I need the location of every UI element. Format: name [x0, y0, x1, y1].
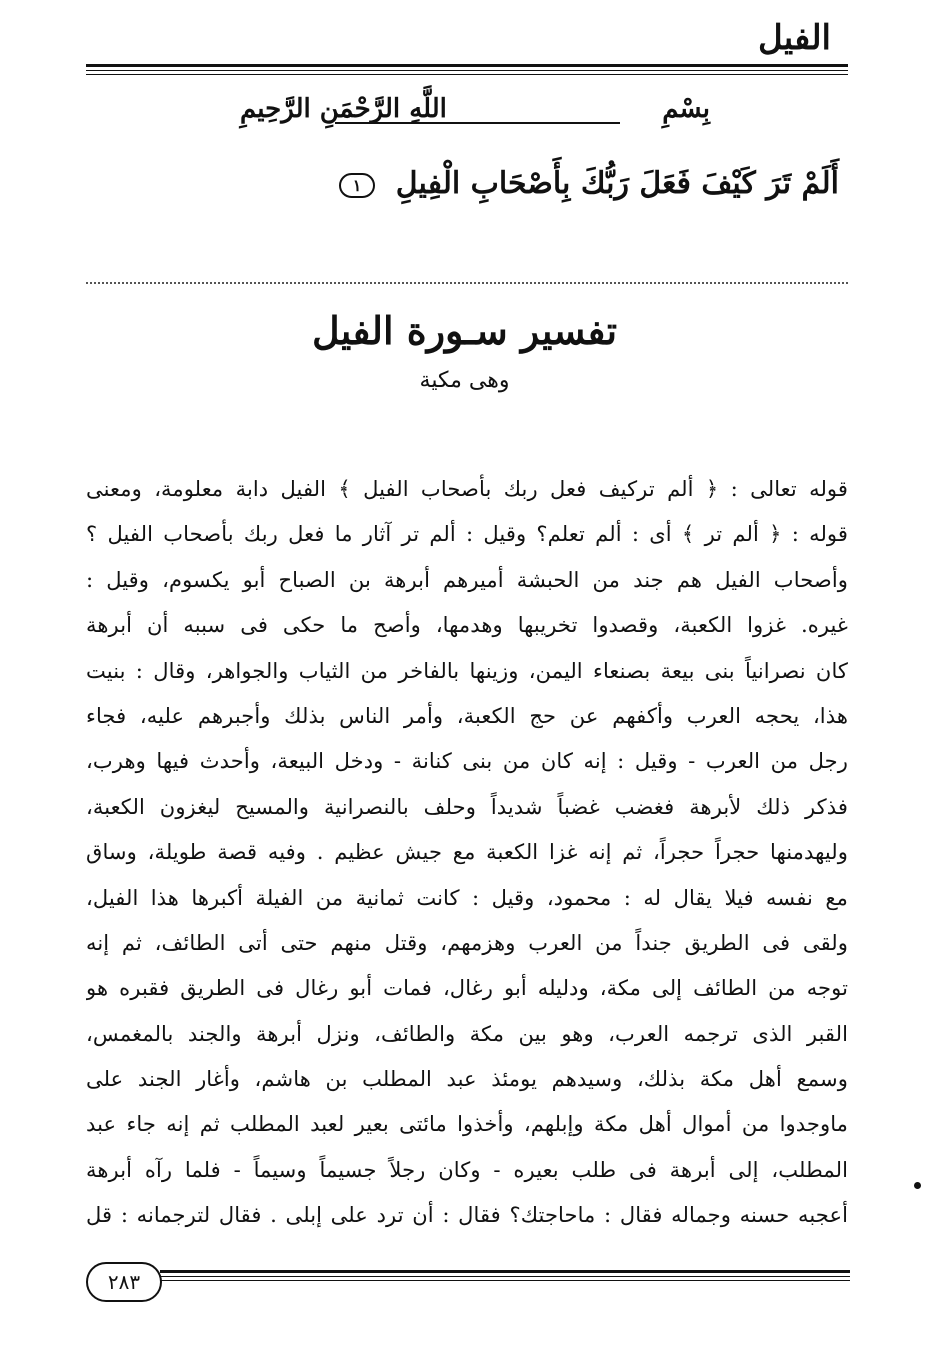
- text-line: مع نفسه فيلا يقال له : محمود، وقيل : كانت ثمانية من الفيلة أكبرها هذا الفيل،: [86, 884, 848, 910]
- chapter-subtitle: وهى مكية: [419, 368, 510, 393]
- text-line: ولقى فى الطريق جنداً من العرب وهزمهم، وقتل منهم حتى أتى الطائف، ثم إنه: [86, 929, 848, 955]
- basmala-first-word: بِسْمِ: [662, 94, 710, 124]
- text-line: المطلب، إلى أبرهة فى طلب بعيره - وكان رجلاً جسيماً وسيماً - فلما رآه أبرهة: [86, 1156, 848, 1182]
- dotted-separator: [86, 282, 848, 284]
- verse-text: أَلَمْ تَرَ كَيْفَ فَعَلَ رَبُّكَ بِأَصْحَابِ الْفِيلِ: [395, 166, 839, 201]
- text-line: أعجبه حسنه وجماله فقال : ماحاجتك؟ فقال : أن ترد على إبلى . فقال لترجمانه : قل: [86, 1202, 848, 1228]
- basmala: [240, 92, 710, 136]
- page-number: ٢٨٣: [86, 1262, 162, 1302]
- commentary-body: [86, 466, 848, 1238]
- text-line: فذكر ذلك لأبرهة فغضب غضباً شديداً وحلف بالنصرانية والمسيح ليغزون الكعبة،: [86, 793, 848, 819]
- margin-mark: [914, 1182, 921, 1189]
- text-line: قوله : ﴿ ألم تر ﴾ أى : ألم تعلم؟ وقيل : ألم تر آثار ما فعل ربك بأصحاب الفيل ؟: [86, 521, 848, 547]
- header-rule: [86, 64, 848, 75]
- text-line: وأصحاب الفيل هم جند من الحبشة أميرهم أبرهة بن الصباح أبو يكسوم، وقيل :: [86, 566, 848, 592]
- text-line: توجه من الطائف إلى مكة، ودليله أبو رغال، فمات أبو رغال فى الطريق فقبره هو: [86, 975, 848, 1001]
- quran-verse: [339, 166, 839, 201]
- text-line: قوله تعالى : ﴿ ألم تركيف فعل ربك بأصحاب الفيل ﴾ الفيل دابة معلومة، ومعنى: [86, 476, 848, 501]
- text-line: ماوجدوا من أموال أهل مكة وإبلهم، وأخذوا مائتى بعير لعبد المطلب ثم إنه جاء عبد: [86, 1111, 848, 1137]
- text-line: القبر الذى ترجمه العرب، وهو بين مكة والطائف، ونزل أبرهة والجند بالمغمس،: [86, 1020, 848, 1046]
- basmala-rest: اللَّهِ الرَّحْمَنِ الرَّحِيمِ: [240, 94, 447, 124]
- text-line: رجل من العرب - وقيل : إنه كان من بنى كنانة - ودخل البيعة، وأحدث فيها وهرب،: [86, 748, 848, 774]
- text-line: وسمع أهل مكة بذلك، وسيدهم يومئذ عبد المطلب بن هاشم، وأغار الجند على: [86, 1066, 848, 1092]
- text-line: غيره. غزوا الكعبة، وقصدوا تخريبها وهدمها، وأصح ما حكى فى سببه أن أبرهة: [86, 612, 848, 638]
- footer-rule: [160, 1270, 850, 1281]
- text-line: كان نصرانياً بنى بيعة بصنعاء اليمن، وزينها بالفاخر من الثياب والجواهر، وقال : بنيت: [86, 657, 848, 683]
- text-line: هذا، يحجه العرب وأكفهم عن حج الكعبة، وأمر الناس بذلك وأجبرهم عليه، فجاء: [86, 702, 848, 728]
- chapter-title: تفسير سـورة الفيل: [311, 308, 618, 353]
- verse-number-ornament: ١: [339, 173, 376, 198]
- running-header-title: الفيل: [757, 18, 831, 58]
- text-line: وليهدمنها حجراً حجراً، ثم إنه غزا الكعبة مع جيش عظيم . وفيه قصة طويلة، وساق: [86, 839, 848, 865]
